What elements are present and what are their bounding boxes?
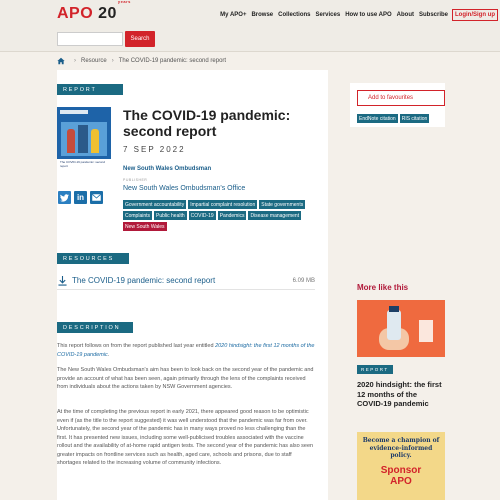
tag[interactable]: Public health — [156, 212, 185, 219]
more-like-this-heading: More like this — [357, 283, 409, 292]
related-report-title[interactable]: 2020 hindsight: the first 12 months of the COVID-19 pandemic — [357, 380, 442, 408]
twitter-icon[interactable] — [58, 191, 71, 204]
publish-date: 7 SEP 2022 — [123, 145, 186, 154]
chevron-right-icon: › — [74, 58, 76, 64]
description-text: . — [107, 351, 110, 358]
apo-logo[interactable] — [57, 0, 131, 23]
resource-row[interactable] — [57, 272, 315, 290]
nav-about[interactable]: About — [396, 12, 414, 18]
sponsor-ad-cta[interactable] — [360, 465, 442, 487]
tag[interactable]: New South Wales — [125, 223, 165, 230]
related-report-label: REPORT — [357, 365, 393, 374]
publisher-link[interactable]: New South Wales Ombudsman's Office — [123, 185, 246, 192]
description-label: DESCRIPTION — [57, 322, 133, 333]
tag[interactable]: COVID-19 — [190, 212, 214, 219]
share-buttons — [58, 191, 106, 204]
nav-subscribe[interactable]: Subscribe — [418, 12, 448, 18]
breadcrumb-current: The COVID-19 pandemic: second report — [118, 58, 227, 64]
logo-text: APO — [57, 5, 94, 22]
tag[interactable]: Disease management — [250, 212, 300, 219]
endnote-citation-button[interactable]: EndNote citation — [359, 115, 396, 122]
breadcrumb-resource[interactable]: Resource — [81, 58, 107, 64]
nav-collections[interactable]: Collections — [278, 12, 311, 18]
search-button[interactable]: Search — [125, 31, 155, 47]
linkedin-icon[interactable]: in — [74, 191, 87, 204]
sponsor-ad-text: Become a champion of evidence-informed policy. — [362, 437, 440, 459]
search-input[interactable] — [57, 32, 123, 46]
apo-line: APO — [390, 476, 412, 487]
login-button[interactable]: Login/Sign up — [452, 9, 498, 21]
tag[interactable]: Impartial complaint resolution — [190, 201, 256, 208]
ris-citation-button[interactable]: RIS citation — [401, 115, 428, 122]
nav-services[interactable]: Services — [315, 12, 341, 18]
tag[interactable]: Complaints — [125, 212, 151, 219]
nav-browse[interactable]: Browse — [251, 12, 274, 18]
tag-list — [123, 200, 323, 233]
breadcrumb — [57, 56, 226, 66]
hindsight-report-link[interactable]: 2020 hindsight: the first 12 months of the COVID-19 pandemic — [57, 343, 315, 358]
email-icon[interactable] — [90, 191, 103, 204]
main-nav — [215, 10, 500, 20]
logo-sup: years — [117, 0, 131, 4]
author-link[interactable]: New South Wales Ombudsman — [123, 166, 212, 172]
description-paragraph: The New South Wales Ombudsman's aim has been to look back on the second year of the pandemic and provide an account of what has been seen, again primarily through the lens of the complaints received from individuals about the actions taken by NSW Government agencies. — [57, 367, 314, 390]
file-size: 6.09 MB — [292, 277, 315, 284]
tag[interactable]: Government accountability — [125, 201, 185, 208]
citation-buttons — [357, 114, 431, 123]
cover-caption: The COVID-19 pandemic: second report — [57, 159, 111, 179]
logo-number: 20 — [98, 5, 117, 22]
resource-link[interactable]: The COVID-19 pandemic: second report — [72, 276, 216, 285]
related-report-image[interactable] — [357, 300, 445, 357]
home-icon[interactable] — [57, 57, 65, 65]
tag[interactable]: Pandemics — [219, 212, 245, 219]
description-paragraph — [57, 342, 315, 359]
nav-how-to-use[interactable]: How to use APO — [345, 12, 392, 18]
description-paragraph: At the time of completing the previous report in early 2021, there appeared good reason to be optimistic even if (as the title to the report suggested) it was well understood that the pandemic was far from over. Unfortunately, the second year of the pandemic has in many ways proved no less challenging than the first. It has presented new issues, including some well-publicised troubles associated with the vaccine rollout and the availability of at-home rapid antigen tests. The second year of the pandemic has also seen greater impacts on frontline services such as health, aged care, schools and prisons, due to staff shortages related to the increasing volume of community infections. — [57, 409, 314, 466]
report-label: REPORT — [57, 84, 123, 95]
download-icon[interactable] — [58, 276, 67, 286]
tag[interactable]: State governments — [261, 201, 304, 208]
report-cover-image — [57, 107, 111, 179]
resources-label: RESOURCES — [57, 253, 129, 264]
sponsor-line: Sponsor — [380, 465, 422, 476]
page-title: The COVID-19 pandemic: second report — [123, 107, 291, 139]
description-text: This report follows on from the report published last year entitled — [57, 343, 216, 349]
add-to-favourites-button[interactable]: Add to favourites — [357, 90, 445, 106]
chevron-right-icon: › — [111, 58, 114, 64]
nav-my-apo[interactable]: My APO+ — [220, 12, 247, 18]
publisher-label: PUBLISHER — [123, 178, 148, 182]
